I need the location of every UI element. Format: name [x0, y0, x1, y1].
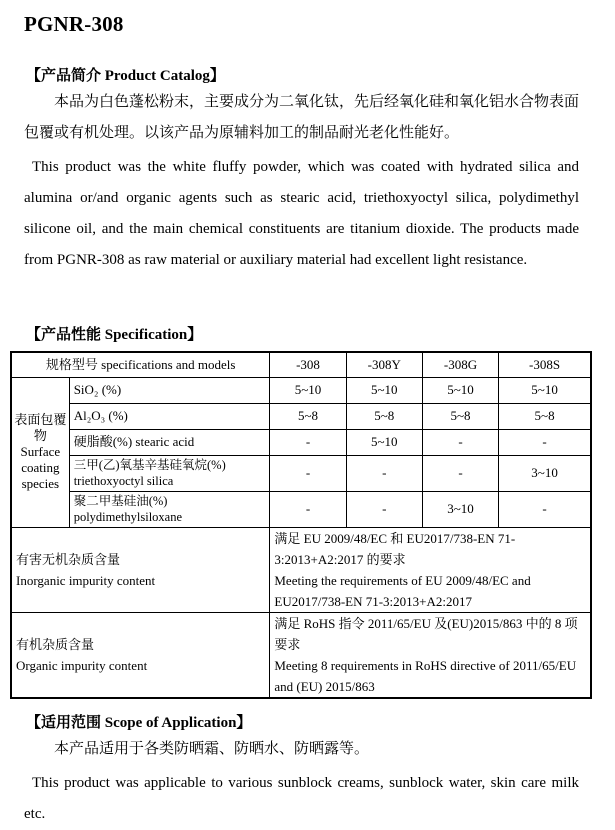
table-cell: 3~10	[422, 491, 498, 527]
row-label: SiO₂ (%)	[69, 377, 270, 403]
row-label-cn: 三甲(乙)氧基辛基硅氧烷(%)	[73, 458, 226, 472]
application-heading: 【适用范围 Scope of Application】	[26, 715, 252, 731]
organic-impurity-row	[11, 612, 591, 698]
model-header: -308S	[499, 352, 591, 377]
table-cell: 5~8	[499, 403, 591, 429]
intro-heading: 【产品简介 Product Catalog】	[26, 68, 225, 84]
row-label-cn: 聚二甲基硅油(%)	[73, 494, 168, 508]
table-cell: 5~8	[422, 403, 498, 429]
table-header-row	[11, 352, 591, 377]
table-cell: -	[346, 491, 422, 527]
table-cell: -	[499, 491, 591, 527]
intro-cn-paragraph: 本品为白色蓬松粉末，主要成分为二氧化钛，先后经氧化硅和氧化铝水合物表面包覆或有机处理。以该产品为原辅料加工的制品耐光老化性能好。	[24, 94, 580, 141]
table-cell: -	[346, 455, 422, 491]
organic-label-cn: 有机杂质含量	[16, 636, 95, 652]
row-label: Al₂O₃ (%)	[69, 403, 270, 429]
row-label-en: triethoxyoctyl silica	[73, 474, 174, 488]
table-row	[11, 377, 591, 403]
inorganic-impurity-row	[11, 527, 591, 612]
inorganic-label-cn: 有害无机杂质含量	[16, 551, 121, 567]
row-label: 硬脂酸(%) stearic acid	[69, 429, 270, 455]
inorganic-requirement	[270, 527, 591, 612]
row-label	[69, 455, 270, 491]
inorganic-label-en: Inorganic impurity content	[16, 572, 156, 588]
table-cell: -	[422, 429, 498, 455]
organic-requirement	[270, 612, 591, 698]
table-row	[11, 491, 591, 527]
page-title: PGNR-308	[24, 12, 124, 36]
table-row	[11, 455, 591, 491]
organic-requirement-cn: 满足 RoHS 指令 2011/65/EU 及(EU)2015/863 中的 8 项要求	[274, 615, 578, 652]
row-label	[69, 491, 270, 527]
table-cell: 5~10	[346, 377, 422, 403]
table-cell: 5~8	[270, 403, 346, 429]
table-cell: -	[270, 455, 346, 491]
organic-requirement-en: Meeting 8 requirements in RoHS directive of 2011/65/EU and (EU) 2015/863	[274, 657, 577, 694]
row-label-en: polydimethylsiloxane	[73, 510, 183, 524]
table-cell: 5~8	[346, 403, 422, 429]
table-cell: -	[270, 491, 346, 527]
table-cell: -	[270, 429, 346, 455]
table-cell: 5~10	[270, 377, 346, 403]
spec-heading: 【产品性能 Specification】	[26, 327, 203, 343]
model-header: -308Y	[346, 352, 422, 377]
coating-group-label	[11, 377, 69, 527]
model-header: -308	[270, 352, 346, 377]
table-cell: 5~10	[422, 377, 498, 403]
table-cell: 5~10	[346, 429, 422, 455]
table-row	[11, 403, 591, 429]
organic-label	[11, 612, 270, 698]
table-cell: 3~10	[499, 455, 591, 491]
models-header-label: 规格型号 specifications and models	[11, 352, 270, 377]
model-header: -308G	[422, 352, 498, 377]
table-cell: -	[499, 429, 591, 455]
coating-group-label-en: Surface coating species	[20, 444, 61, 491]
table-cell: 5~10	[499, 377, 591, 403]
coating-group-label-cn: 表面包覆物	[14, 412, 67, 443]
organic-label-en: Organic impurity content	[16, 657, 148, 673]
inorganic-requirement-cn: 满足 EU 2009/48/EC 和 EU2017/738-EN 71-3:2013+A2:2017 的要求	[274, 530, 516, 567]
specification-table	[10, 351, 592, 699]
table-cell: -	[422, 455, 498, 491]
application-cn-paragraph: 本产品适用于各类防晒霜、防晒水、防晒露等。	[54, 741, 370, 757]
inorganic-requirement-en: Meeting the requirements of EU 2009/48/EC and EU2017/738-EN 71-3:2013+A2:2017	[274, 572, 531, 609]
table-row	[11, 429, 591, 455]
inorganic-label	[11, 527, 270, 612]
application-en-paragraph: This product was applicable to various sunblock creams, sunblock water, skin care milk etc.	[24, 775, 579, 822]
intro-en-paragraph: This product was the white fluffy powder, which was coated with hydrated silica and alumina or/and organic agents such as stearic acid, triethoxyoctyl silica, polydimethyl silicone oil, and the main chemical constituents are titanium dioxide. The products made from PGNR-308 as raw material or auxiliary material had excellent light resistance.	[24, 159, 579, 268]
